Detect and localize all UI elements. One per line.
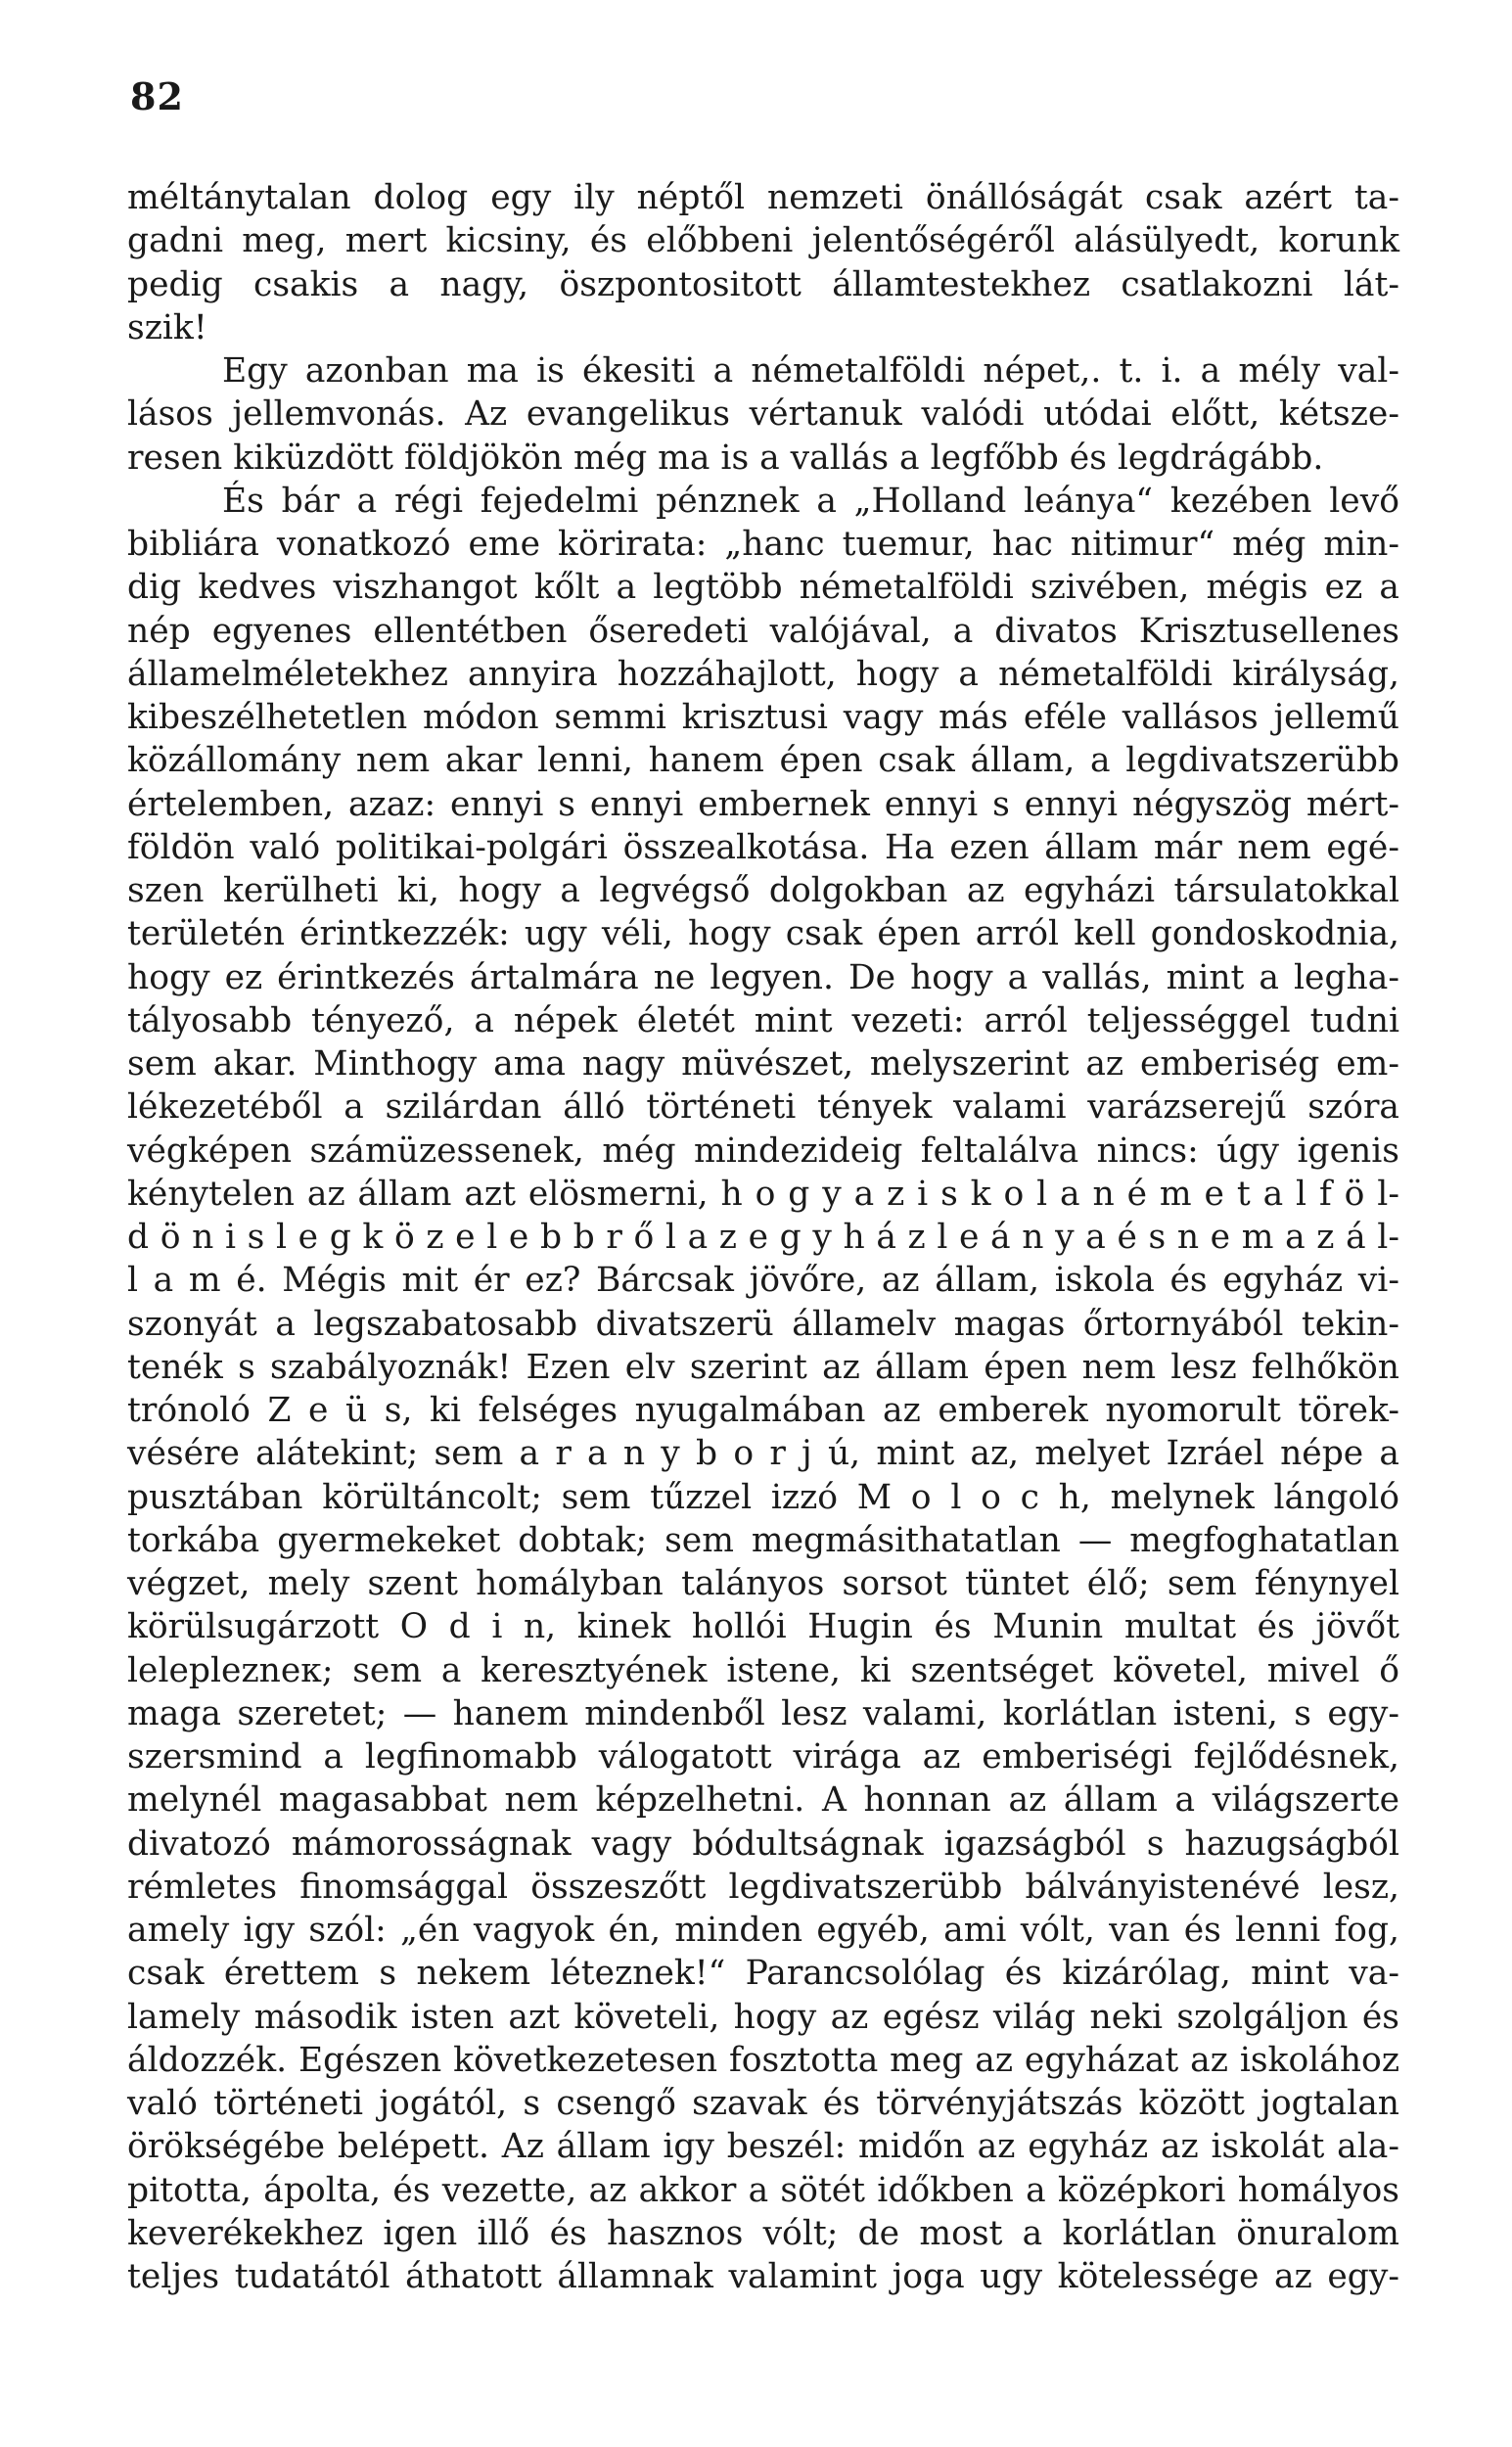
text-line: lásos jellemvonás. Az evangelikus vértanuk valódi utódai előtt, kétsze- [127,394,1399,435]
text-line: lékezetéből a szilárdan álló történeti tények valami varázserejű szóra [127,1087,1399,1128]
text-line: csak érettem s nekem léteznek!“ Parancsolólag és kizárólag, mint va- [127,1954,1399,1994]
text-line: áldozzék. Egészen következetesen fosztotta meg az egyházat az iskolához [127,2040,1399,2080]
text-line: trónoló Z e ü s, ki felséges nyugalmában az emberek nyomorult törek- [127,1391,1399,1430]
text-line: szik! [127,307,207,347]
text-line: teljes tudatától áthatott államnak valamint joga ugy kötelessége az egy- [127,2257,1399,2296]
text-line: keverékekhez igen illő és hasznos vólt; de most a korlátlan önuralom [127,2213,1399,2253]
text-line: tályosabb tényező, a népek életét mint vezeti: arról teljességgel tudni [127,1000,1399,1040]
page-number: 82 [130,74,184,118]
text-line: kibeszélhetetlen módon semmi krisztusi vagy más eféle vallásos jellemű [127,698,1399,737]
text-line: divatozó mámorosságnak vagy bódultságnak igazságból s hazugságból [127,1824,1399,1864]
text-line: pusztában körültáncolt; sem tűzzel izzó M o l o c h, melynek lángoló [127,1477,1399,1517]
text-line: gadni meg, mert kicsiny, és előbbeni jelentőségéről alásülyedt, korunk [127,221,1399,261]
paragraph-start-line: Egy azonban ma is ékesiti a németalföldi népet,. t. i. a mély val- [222,351,1399,391]
text-line: földön való politikai-polgári összealkotása. Ha ezen állam már nem egé- [127,827,1399,867]
text-line: szen kerülheti ki, hogy a legvégső dolgokban az egyházi társulatokkal [127,871,1399,910]
text-line: tenék s szabályoznák! Ezen elv szerint az állam épen nem lesz felhőkön [127,1347,1399,1387]
text-line: területén érintkezzék: ugy véli, hogy csak épen arról kell gondoskodnia, [127,914,1399,954]
text-line: szersmind a legfinomabb válogatott virága az emberiségi fejlődésnek, [127,1737,1399,1777]
text-line: nép egyenes ellentétben őseredeti valójával, a divatos Krisztusellenes [127,611,1399,651]
paragraph-start-line: És bár a régi fejedelmi pénznek a „Holland leánya“ kezében levő [222,481,1399,521]
text-line: pitotta, ápolta, és vezette, az akkor a sötét időkben a középkori homályos [127,2170,1399,2210]
text-line: maga szeretet; — hanem mindenből lesz valami, korlátlan isteni, s egy- [127,1693,1399,1733]
text-line: méltánytalan dolog egy ily néptől nemzeti önállóságát csak azért ta- [127,178,1399,217]
text-line: lamely második isten azt követeli, hogy az egész világ neki szolgáljon és [127,1997,1399,2037]
text-line: amely igy szól: „én vagyok én, minden egyéb, ami vólt, van és lenni fog, [127,1911,1399,1950]
text-line: resen kiküzdött földjökön még ma is a vallás a legfőbb és legdrágább. [127,438,1324,478]
text-line: végzet, mely szent homályban talányos sorsot tüntet élő; sem fénynyel [127,1564,1399,1603]
text-line: dig kedves viszhangot kőlt a legtöbb németalföldi szivében, mégis ez a [127,568,1399,608]
text-line: bibliára vonatkozó eme körirata: „hanc tuemur, hac nitimur“ még min- [127,525,1399,564]
text-line: sem akar. Minthogy ama nagy müvészet, melyszerint az emberiség em- [127,1044,1399,1084]
text-line: közállomány nem akar lenni, hanem épen csak állam, a legdivatszerübb [127,741,1399,781]
text-line: melynél magasabbat nem képzelhetni. A honnan az állam a világszerte [127,1780,1399,1821]
text-line: rémletes finomsággal összeszőtt legdivatszerübb bálványistenévé lesz, [127,1867,1399,1907]
text-line: szonyát a legszabatosabb divatszerü államelv magas őrtornyából tekin- [127,1304,1399,1344]
text-line: körülsugárzott O d i n, kinek hollói Hugin és Munin multat és jövőt [127,1607,1399,1647]
text-line: örökségébe belépett. Az állam igy beszél: midőn az egyház az iskolát ala- [127,2127,1399,2167]
text-line: hogy ez érintkezés ártalmára ne legyen. De hogy a vallás, mint a legha- [127,957,1399,997]
text-line: végképen számüzessenek, még mindezideig feltalálva nincs: úgy igenis [127,1131,1399,1171]
text-line: való történeti jogától, s csengő szavak és törvényjátszás között jogtalan [127,2084,1399,2123]
body-text [127,176,1399,2298]
text-line: leleplezneк; sem a keresztyének istene, ki szentséget követel, mivel ő [127,1650,1399,1690]
text-line: torkába gyermekeket dobtak; sem megmásithatatlan — megfoghatatlan [127,1520,1399,1560]
text-line: értelemben, azaz: ennyi s ennyi embernek ennyi s ennyi négyszög mért- [127,784,1399,824]
text-line: l a m é. Mégis mit ér ez? Bárcsak jövőre, az állam, iskola és egyház vi- [127,1261,1399,1301]
text-line: államelméletekhez annyira hozzáhajlott, hogy a németalföldi királyság, [127,654,1399,694]
text-line: vésére alátekint; sem a r a n y b o r j ú, mint az, melyet Izráel népe a [127,1434,1399,1474]
text-line: pedig csakis a nagy, öszpontositott államtestekhez csatlakozni lát- [127,264,1399,304]
text-line: d ö n i s l e g k ö z e l e b b r ő l a z e g y h á z l e á n y a é s n e m a z á l- [127,1218,1399,1257]
text-line: kénytelen az állam azt elösmerni, h o g y a z i s k o l a n é m e t a l f ö l- [127,1174,1399,1214]
